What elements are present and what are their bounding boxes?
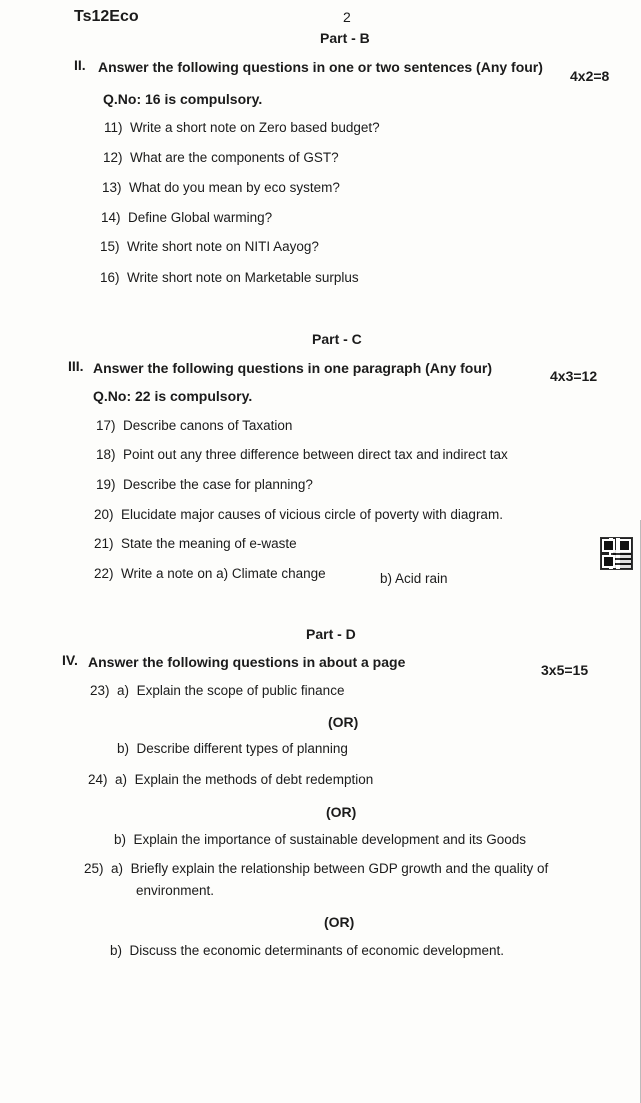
part-d-section-number: IV. [62, 652, 78, 668]
part-c-instruction: Answer the following questions in one paragraph (Any four) [93, 360, 493, 376]
question-23-b: b) Describe different types of planning [117, 741, 348, 756]
paper-code: Ts12Eco [74, 8, 139, 25]
part-c-section-number: III. [68, 358, 84, 374]
part-b-compulsory-note: Q.No: 16 is compulsory. [103, 91, 263, 107]
part-c-marks: 4x3=12 [550, 368, 598, 384]
part-b-instruction: Answer the following questions in one or two sentences (Any four) [98, 59, 543, 75]
question-25-a: 25) a) Briefly explain the relationship between GDP growth and the quality of [84, 861, 549, 876]
question-24-b: b) Explain the importance of sustainable development and its Goods [114, 832, 527, 847]
part-b-title: Part - B [320, 30, 370, 46]
list-item-extra: b) Acid rain [380, 571, 448, 586]
or-label: (OR) [328, 714, 359, 730]
part-b-section-number: II. [74, 57, 86, 73]
or-label: (OR) [324, 914, 355, 930]
list-item: 12) What are the components of GST? [103, 150, 339, 165]
part-c-title: Part - C [312, 331, 362, 347]
part-c-compulsory-note: Q.No: 22 is compulsory. [93, 388, 253, 404]
part-d-title: Part - D [306, 626, 356, 642]
list-item: 17) Describe canons of Taxation [96, 418, 293, 433]
question-25-a-continued: environment. [136, 883, 215, 898]
list-item: 22) Write a note on a) Climate change [94, 566, 326, 581]
page-number: 2 [343, 9, 351, 25]
qr-code-icon [600, 537, 633, 570]
list-item: 20) Elucidate major causes of vicious circle of poverty with diagram. [94, 507, 503, 522]
list-item: 21) State the meaning of e-waste [94, 536, 297, 551]
list-item: 18) Point out any three difference between direct tax and indirect tax [96, 447, 508, 462]
list-item: 13) What do you mean by eco system? [102, 180, 340, 195]
question-25-b: b) Discuss the economic determinants of economic development. [110, 943, 504, 958]
list-item: 16) Write short note on Marketable surplus [100, 270, 359, 285]
list-item: 11) Write a short note on Zero based budget? [104, 120, 380, 135]
question-24-a: 24) a) Explain the methods of debt redemption [88, 772, 374, 787]
list-item: 14) Define Global warming? [101, 210, 273, 225]
list-item: 15) Write short note on NITI Aayog? [100, 239, 319, 254]
part-b-marks: 4x2=8 [570, 68, 610, 84]
question-23-a: 23) a) Explain the scope of public finance [90, 683, 345, 698]
part-d-instruction: Answer the following questions in about a page [88, 654, 406, 670]
part-d-marks: 3x5=15 [541, 662, 589, 678]
list-item: 19) Describe the case for planning? [96, 477, 313, 492]
or-label: (OR) [326, 804, 357, 820]
